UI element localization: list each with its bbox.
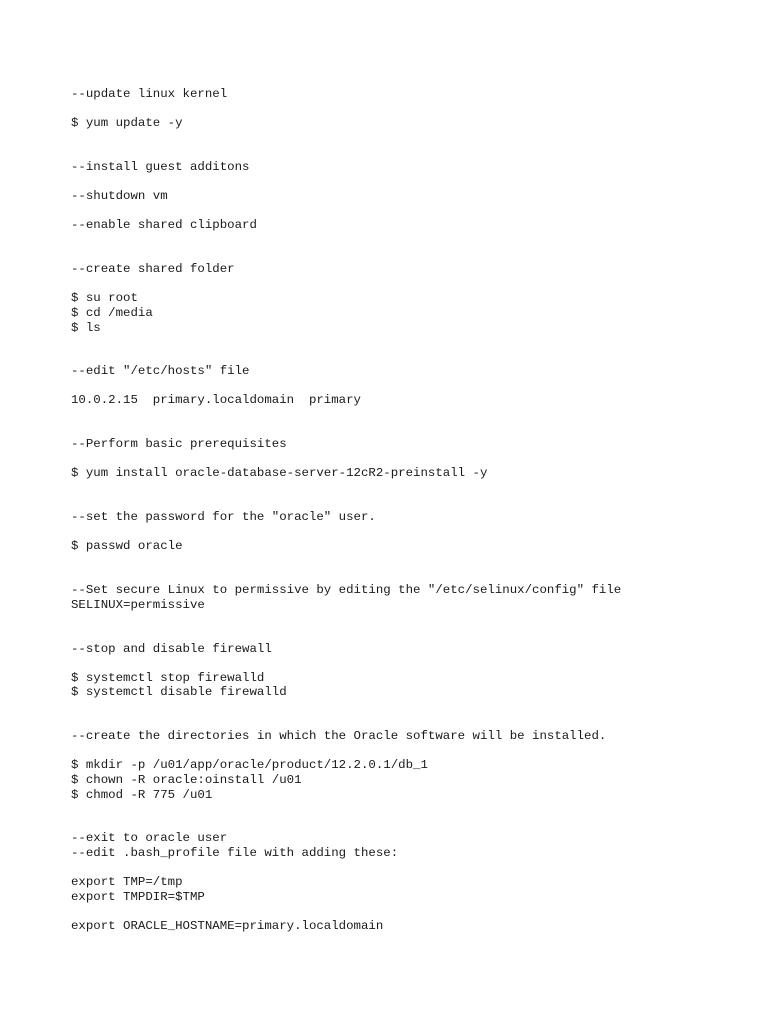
document-line: --create the directories in which the Oracle software will be installed.	[71, 729, 607, 744]
document-line	[71, 569, 751, 584]
document-line	[71, 131, 751, 146]
document-line	[71, 204, 751, 219]
document-line: $ yum install oracle-database-server-12cR2-preinstall -y	[71, 466, 488, 481]
document-line: SELINUX=permissive	[71, 597, 205, 612]
document-line: --set the password for the "oracle" user.	[71, 510, 376, 525]
document-line	[71, 452, 751, 467]
document-line: $ chown -R oracle:oinstall /u01	[71, 772, 302, 787]
document-line	[71, 423, 751, 438]
document-line: --Set secure Linux to permissive by editing the "/etc/selinux/config" file	[71, 583, 622, 598]
document-line	[71, 817, 751, 832]
document-line	[71, 656, 751, 671]
document-line	[71, 744, 751, 759]
document-line: --shutdown vm	[71, 189, 168, 204]
document-line: --update linux kernel	[71, 87, 228, 101]
document-line: --edit .bash_profile file with adding these:	[71, 845, 399, 860]
document-line	[71, 904, 751, 919]
document-line: $ chmod -R 775 /u01	[71, 787, 213, 802]
document-line	[71, 612, 751, 627]
document-line: $ mkdir -p /u01/app/oracle/product/12.2.0.1/db_1	[71, 758, 428, 773]
document-line	[71, 627, 751, 642]
document-line	[71, 408, 751, 423]
document-line	[71, 248, 751, 263]
document-line: export TMPDIR=$TMP	[71, 889, 205, 904]
document-line	[71, 481, 751, 496]
document-line: $ cd /media	[71, 305, 153, 320]
document-line	[71, 145, 751, 160]
document-line	[71, 496, 751, 511]
document-line: $ yum update -y	[71, 116, 183, 131]
document-line	[71, 175, 751, 190]
document-line: --exit to oracle user	[71, 831, 228, 846]
document-line	[71, 102, 751, 117]
document-line: --install guest additons	[71, 159, 250, 174]
document-line	[71, 233, 751, 248]
document-line	[71, 554, 751, 569]
document-line	[71, 700, 751, 715]
document-line	[71, 350, 751, 365]
document-line	[71, 860, 751, 875]
document-line	[71, 335, 751, 350]
document-line: --create shared folder	[71, 262, 235, 277]
document-line	[71, 715, 751, 730]
document-line: export TMP=/tmp	[71, 875, 183, 890]
document-line	[71, 277, 751, 292]
document-line: $ su root	[71, 291, 138, 306]
document-line	[71, 802, 751, 817]
document-line: $ ls	[71, 320, 101, 335]
document-line: --enable shared clipboard	[71, 218, 257, 233]
document-line: --stop and disable firewall	[71, 641, 272, 656]
document-body	[71, 87, 751, 933]
document-line: $ passwd oracle	[71, 539, 183, 554]
document-line: 10.0.2.15 primary.localdomain primary	[71, 393, 361, 408]
document-line	[71, 525, 751, 540]
document-line: export ORACLE_HOSTNAME=primary.localdomain	[71, 918, 384, 933]
document-line: --Perform basic prerequisites	[71, 437, 287, 452]
document-line: $ systemctl disable firewalld	[71, 685, 287, 700]
document-line: $ systemctl stop firewalld	[71, 670, 265, 685]
document-line	[71, 379, 751, 394]
document-line: --edit "/etc/hosts" file	[71, 364, 250, 379]
